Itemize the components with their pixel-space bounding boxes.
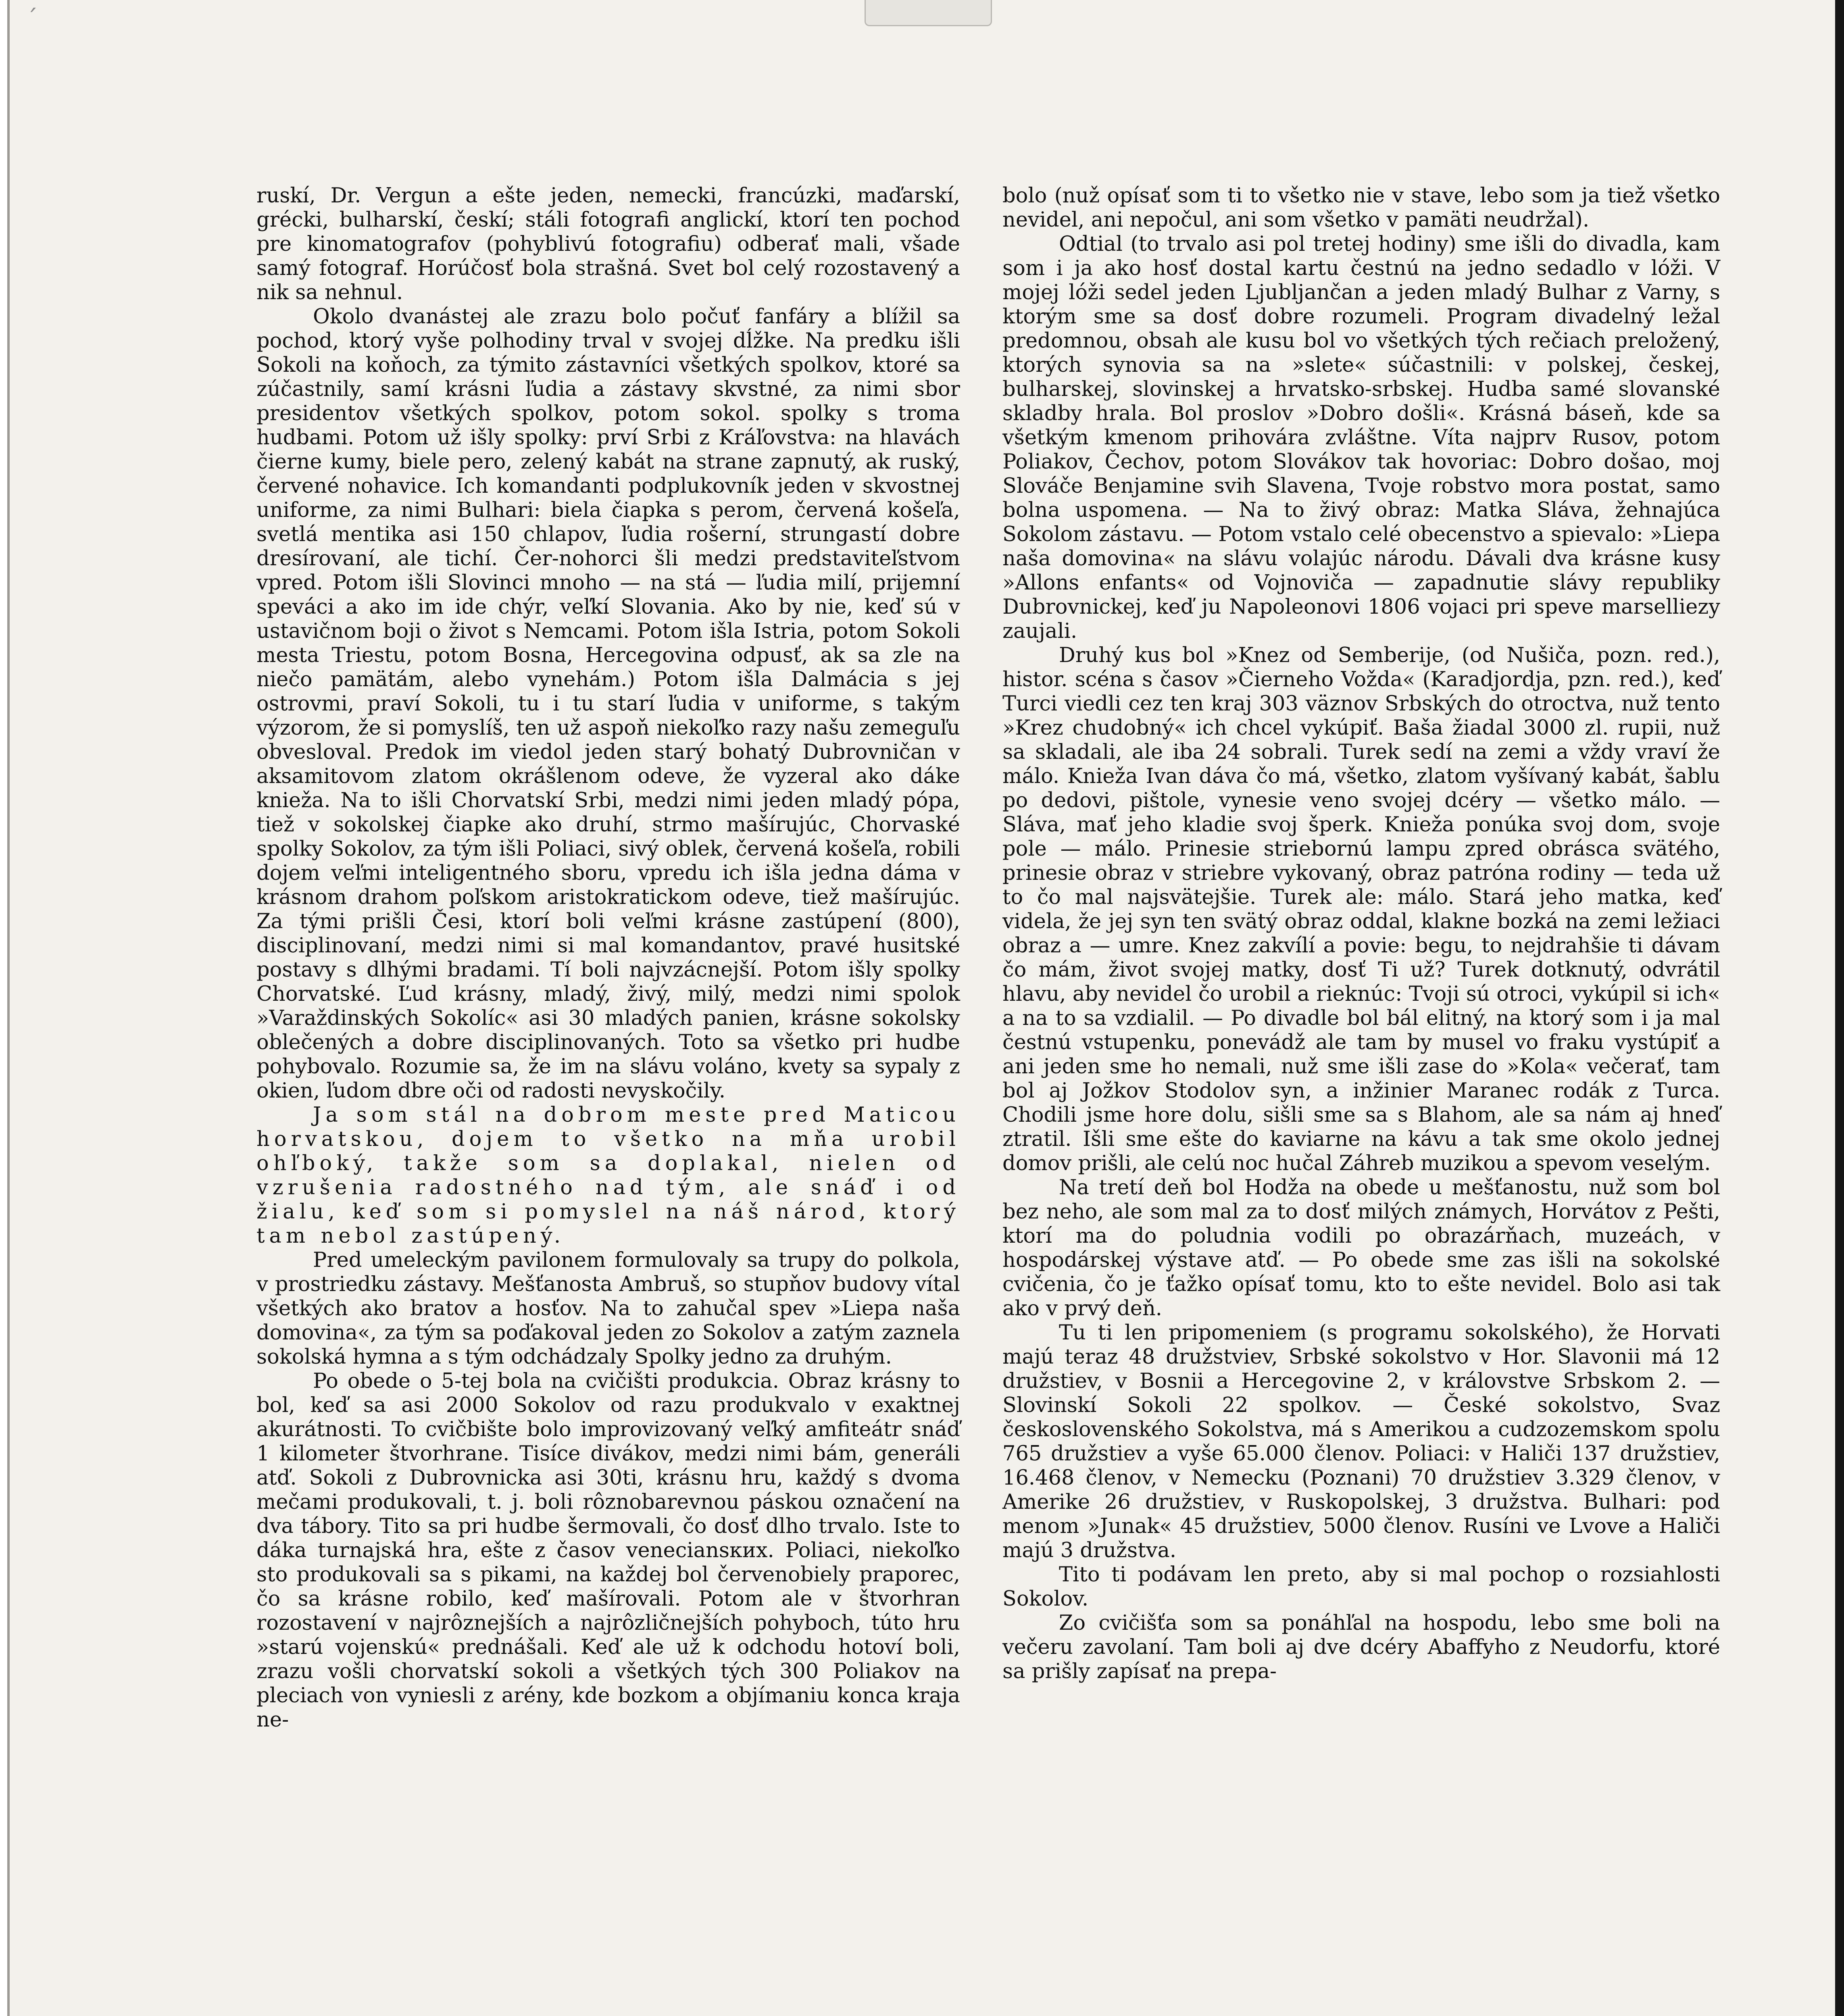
paragraph: Tu ti len pripomeniem (s programu sokolského), že Horvati majú teraz 48 družstviev, Srbské sokolstvo v Hor. Slavonii má 12 družstiev, v Bosnii a Hercegovine 2, v královstve Srbskom 2. — Slovinskí Sokoli 22 spolkov. — České sokolstvo, Svaz československého Sokolstva, má s Amerikou a cudzozemskom spolu 765 družstiev a vyše 65.000 členov. Poliaci: v Haliči 137 družstiev, 16.468 členov, v Nemecku (Poznani) 70 družstiev 3.329 členov, v Amerike 26 družstiev, v Ruskopolskej, 3 družstva. Bulhari: pod menom »Junak« 45 družstiev, 5000 členov. Rusíni ve Lvove a Haliči majú 3 družstva. (1002, 1321, 1720, 1562)
paragraph: Na tretí deň bol Hodža na obede u mešťanostu, nuž som bol bez neho, ale som mal za to dosť milých známych, Horvátov z Pešti, ktorí ma do poludnia vodili po obrazárňach, muzeách, v hospodárskej výstave atď. — Po obede sme zas išli na sokolské cvičenia, čo je ťažko opísať tomu, kto to ešte nevidel. Bolo asi tak ako v prvý deň. (1002, 1176, 1720, 1320)
scanned-page (7, 0, 1844, 2016)
scan-holder-tab (865, 0, 992, 26)
paragraph: bolo (nuž opísať som ti to všetko nie v stave, lebo som ja tiež všetko nevidel, ani nepočul, ani som všetko v pamäti neudržal). (1002, 184, 1720, 232)
paragraph: Tito ti podávam len preto, aby si mal pochop o rozsiahlosti Sokolov. (1002, 1563, 1720, 1611)
paragraph: Pred umeleckým pavilonem formulovaly sa trupy do polkola, v prostriedku zástavy. Mešťanosta Ambruš, so stupňov budovy vítal všetkých ako bratov a hosťov. Na to zahučal spev »Liepa naša domovina«, za tým sa poďakoval jeden zo Sokolov a zatým zaznela sokolská hymna a s tým odchádzaly Spolky jedno za druhým. (256, 1248, 960, 1369)
paragraph: Zo cvičišťa som sa ponáhľal na hospodu, lebo sme boli na večeru zavolaní. Tam boli aj dve dcéry Abaffyho z Neudorfu, ktoré sa prišly zapísať na prepa- (1002, 1611, 1720, 1683)
right-text-column (1002, 184, 1720, 1684)
left-text-column (256, 184, 960, 1732)
paragraph: ruskí, Dr. Vergun a ešte jeden, nemecki, francúzki, maďarskí, grécki, bulharskí, českí; stáli fotografi anglickí, ktorí ten pochod pre kinomatografov (pohyblivú fotografiu) odberať mali, všade samý fotograf. Horúčosť bola strašná. Svet bol celý rozostavený a nik sa nehnul. (256, 184, 960, 304)
paragraph: Druhý kus bol »Knez od Semberije, (od Nušiča, pozn. red.), histor. scéna s časov »Čierneho Vožda« (Karadjordja, pzn. red.), keď Turci viedli cez ten kraj 303 väznov Srbských do otroctva, nuž tento »Krez chudobný« ich chcel vykúpiť. Baša žiadal 3000 zl. rupii, nuž sa skladali, ale iba 24 sobrali. Turek sedí na zemi a vždy vraví že málo. Knieža Ivan dáva čo má, všetko, zlatom vyšívaný kabát, šablu po dedovi, pištole, vynesie veno svojej dcéry — všetko málo. — Sláva, mať jeho kladie svoj šperk. Knieža ponúka svoj dom, svoje pole — málo. Prinesie striebornú lampu zpred obrásca svätého, prinesie obraz v striebre vykovaný, obraz patróna rodiny — teda už to čo mal najsvätejšie. Turek ale: málo. Stará jeho matka, keď videla, že jej syn ten svätý obraz oddal, klakne bozká na zemi ležiaci obraz a — umre. Knez zakvílí a povie: begu, to nejdrahšie ti dávam čo mám, život svojej matky, dosť Ti už? Turek dotknutý, odvrátil hlavu, aby nevidel čo urobil a rieknúc: Tvoji sú otroci, vykúpil si ich« a na to sa vzdialil. — Po divadle bol bál elitný, na ktorý som i ja mal čestnú vstupenku, ponevádž ale tam by musel vo fraku vystúpiť a ani jeden sme ho nemali, nuž sme išli zase do »Kola« večerať, tam bol aj Jožkov Stodolov syn, a inžinier Maranec rodák z Turca. Chodili jsme hore dolu, sišli sme sa s Blahom, ale sa nám aj hneď ztratil. Išli sme ešte do kaviarne na kávu a tak sme okolo jednej domov prišli, ale celú noc hučal Záhreb muzikou a spevom veselým. (1002, 644, 1720, 1175)
paragraph: Odtial (to trvalo asi pol tretej hodiny) sme išli do divadla, kam som i ja ako hosť dostal kartu čestnú na jedno sedadlo v lóži. V mojej lóži sedel jeden Ljubljančan a jeden mladý Bulhar z Varny, s ktorým sme sa dosť dobre rozumeli. Program divadelný ležal predomnou, obsah ale kusu bol vo všetkých tých rečiach preložený, ktorých synovia sa na »slete« súčastnili: v polskej, českej, bulharskej, slovinskej a hrvatsko-srbskej. Hudba samé slovanské skladby hrala. Bol proslov »Dobro došli«. Krásná báseň, kde sa všetkým kmenom prihovára zvláštne. Víta najprv Rusov, potom Poliakov, Čechov, potom Slovákov tak hovoriac: Dobro došao, moj Slováče Benjamine svih Slavena, Tvoje robstvo mora postat, samo bolna uspomena. — Na to živý obraz: Matka Sláva, žehnajúca Sokolom zástavu. — Potom vstalo celé obecenstvo a spievalo: »Liepa naša domovina« na slávu volajúc národu. Dávali dva krásne kusy »Allons enfants« od Vojnoviča — zapadnutie slávy republiky Dubrovnickej, keď ju Napoleonovi 1806 vojaci pri speve marselliezy zaujali. (1002, 232, 1720, 643)
paragraph: Po obede o 5-tej bola na cvičišti produkcia. Obraz krásny to bol, keď sa asi 2000 Sokolov od razu produkvalo v exaktnej akurátnosti. To cvičbište bolo improvizovaný veľký amfiteátr snáď 1 kilometer štvorhrane. Tisíce divákov, medzi nimi bám, generáli atď. Sokoli z Dubrovnicka asi 30ti, krásnu hru, každý s dvoma mečami produkovali, t. j. boli rôznobarevnou páskou označení na dva tábory. Tito sa pri hudbe šermovali, čo dosť dlho trvalo. Iste to dáka turnajská hra, ešte z časov veneciansких. Poliaci, niekoľko sto produkovali sa s pikami, na každej bol červenobiely praporec, čo sa krásne robilo, keď mašírovali. Potom ale v štvorhran rozostavení v najrôznejších a najrôzličnejších pohyboch, túto hru »starú vojenskú« prednášali. Keď ale už k odchodu hotoví boli, zrazu vošli chorvatskí sokoli a všetkých tých 300 Poliakov na pleciach von vyniesli z arény, kde bozkom a objímaniu konca kraja ne- (256, 1369, 960, 1732)
corner-mark: ´ (26, 5, 38, 33)
paragraph: Okolo dvanástej ale zrazu bolo počuť fanfáry a blížil sa pochod, ktorý vyše polhodiny trval v svojej dĺžke. Na predku išli Sokoli na koňoch, za týmito zástavníci všetkých spolkov, ktoré sa zúčastnily, samí krásni ľudia a zástavy skvstné, za nimi sbor presidentov všetkých spolkov, potom sokol. spolky s troma hudbami. Potom už išly spolky: prví Srbi z Kráľovstva: na hlavách čierne kumy, biele pero, zelený kabát na strane zapnutý, ak ruský, červené nohavice. Ich komandanti podplukovník jeden v skvostnej uniforme, za nimi Bulhari: biela čiapka s perom, červená košeľa, svetlá mentika asi 150 chlapov, ľudia rošerní, strungastí dobre dresírovaní, ale tichí. Čer-nohorci šli medzi predstaviteľstvom vpred. Potom išli Slovinci mnoho — na stá — ľudia milí, prijemní speváci a ako im ide chýr, veľkí Slovania. Ako by nie, keď sú v ustavičnom boji o život s Nemcami. Potom išla Istria, potom Sokoli mesta Triestu, potom Bosna, Hercegovina odpusť, ak sa zle na niečo pamätám, alebo vynehám.) Potom išla Dalmácia s jej ostrovmi, praví Sokoli, tu i tu starí ľudia v uniforme, s takým výzorom, že si pomyslíš, ten už aspoň niekoľko razy našu zemeguľu obvesloval. Predok im viedol jeden starý bohatý Dubrovničan v aksamitovom zlatom okrášlenom odeve, že vyzeral ako dáke knieža. Na to išli Chorvatskí Srbi, medzi nimi jeden mladý pópa, tiež v sokolskej čiapke ako druhí, strmo mašírujúc, Chorvaské spolky Sokolov, za tým išli Poliaci, sivý oblek, červená košeľa, robili dojem veľmi inteligentného sboru, vpredu ich išla jedna dáma v krásnom drahom poľskom aristokratickom odeve, tiež mašírujúc. Za tými prišli Česi, ktorí boli veľmi krásne zastúpení (800), disciplinovaní, medzi nimi si mal komandantov, pravé husitské postavy s dlhými bradami. Tí boli najvzácnejší. Potom išly spolky Chorvatské. Ľud krásny, mladý, živý, milý, medzi nimi spolok »Varaždinských Sokolíc« asi 30 mladých panien, krásne sokolsky oblečených a dobre disciplinovaných. Toto sa všetko pri hudbe pohybovalo. Rozumie sa, že im na slávu voláno, kvety sa sypaly z okien, ľudom dbre oči od radosti nevyskočily. (256, 305, 960, 1103)
paragraph-spaced: Ja som stál na dobrom meste pred Maticou horvatskou, dojem to všetko na mňa urobil ohľboký, takže som sa doplakal, nielen od vzrušenia radostného nad tým, ale snáď i od žialu, keď som si pomyslel na náš národ, ktorý tam nebol zastúpený. (256, 1103, 960, 1248)
